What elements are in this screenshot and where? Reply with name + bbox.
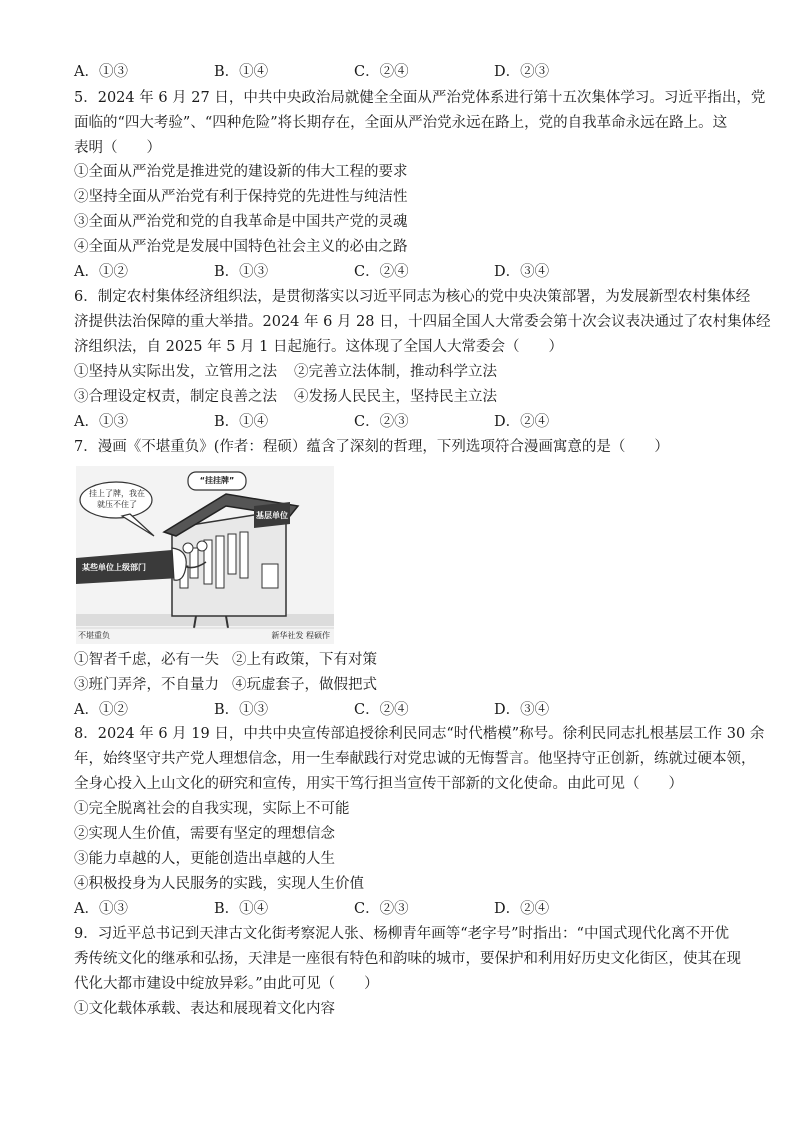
q9-stem-line-2: 秀传统文化的继承和弘扬，天津是一座很有特色和韵味的城市，要保护和利用好历史文化街区，使其在现 — [74, 951, 741, 967]
q6-stem-line-2: 济提供法治保障的重大举措。2024 年 6 月 28 日，十四届全国人大常委会第十次会议表决通过了农村集体经 — [74, 314, 771, 330]
roof-sign-text: “挂挂牌” — [199, 476, 235, 485]
building-label-text: 基层单位 — [256, 511, 288, 520]
q7-option-c[interactable]: C．②④ — [354, 702, 409, 718]
building-window — [262, 564, 278, 588]
speech-bubble-text: 挂上了牌，我在就压不住了 — [89, 489, 145, 509]
q8-option-a[interactable]: A．①③ — [74, 901, 128, 917]
q6-statement-2: ②完善立法体制，推动科学立法 — [294, 364, 497, 380]
q5-option-a[interactable]: A．①② — [74, 264, 128, 280]
q8-statement-3: ③能力卓越的人，更能创造出卓越的人生 — [74, 851, 335, 867]
q6-option-d[interactable]: D．②④ — [494, 414, 550, 430]
q7-option-b[interactable]: B．①③ — [214, 702, 269, 718]
q8-statement-2: ②实现人生价值，需要有坚定的理想信念 — [74, 826, 335, 842]
q7-option-d[interactable]: D．③④ — [494, 702, 550, 718]
q4-option-c[interactable]: C．②④ — [354, 64, 409, 80]
q7-statement-3: ③班门弄斧，不自量力 — [74, 677, 219, 693]
q5-option-b[interactable]: B．①③ — [214, 264, 269, 280]
q9-stem-line-3: 代化大都市建设中绽放异彩。”由此可见（ ） — [74, 976, 379, 992]
q8-option-b[interactable]: B．①④ — [214, 901, 269, 917]
q6-stem-line-3: 济组织法，自 2025 年 5 月 1 日起施行。这体现了全国人大常委会（ ） — [74, 339, 564, 355]
q5-option-c[interactable]: C．②④ — [354, 264, 409, 280]
q8-statement-4: ④积极投身为人民服务的实践，实现人生价值 — [74, 876, 364, 892]
building-eye-right — [197, 541, 207, 551]
q6-statements-row-1 — [74, 362, 734, 382]
q6-option-a[interactable]: A．①③ — [74, 414, 128, 430]
q8-stem-line-3: 全身心投入上山文化的研究和宣传，用实干笃行担当宣传干部新的文化使命。由此可见（ ） — [74, 776, 683, 792]
q8-stem-line-2: 年，始终坚守共产党人理想信念，用一生奉献践行对党忠诚的无悔誓言。他坚持守正创新，练就过硬本领， — [74, 751, 756, 767]
q7-stem-line-1: 7．漫画《不堪重负》(作者：程硕）蕴含了深刻的哲理，下列选项符合漫画寓意的是（ ） — [74, 439, 669, 455]
q8-statement-1: ①完全脱离社会的自我实现，实际上不可能 — [74, 801, 350, 817]
q8-stem-line-1: 8．2024 年 6 月 19 日，中共中央宣传部追授徐利民同志“时代楷模”称号。徐利民同志扎根基层工作 30 余 — [74, 726, 765, 742]
q5-options — [74, 262, 734, 282]
q5-option-d[interactable]: D．③④ — [494, 264, 550, 280]
q4-options — [74, 62, 734, 82]
q4-option-b[interactable]: B．①④ — [214, 64, 269, 80]
q7-option-a[interactable]: A．①② — [74, 702, 128, 718]
q6-statements-row-2 — [74, 387, 734, 407]
building-eye-left — [183, 543, 193, 553]
q7-cartoon — [76, 466, 334, 644]
cartoon-caption-left: 不堪重负 — [78, 631, 110, 640]
q7-statements-row-2 — [74, 675, 734, 695]
q5-stem-line-3: 表明（ ） — [74, 140, 161, 156]
q6-options — [74, 412, 734, 432]
q9-statement-1: ①文化载体承载、表达和展现着文化内容 — [74, 1001, 335, 1017]
q6-option-c[interactable]: C．②③ — [354, 414, 409, 430]
q8-options — [74, 899, 734, 919]
q8-option-d[interactable]: D．②④ — [494, 901, 550, 917]
q4-option-a[interactable]: A．①③ — [74, 64, 128, 80]
q8-option-c[interactable]: C．②③ — [354, 901, 409, 917]
q5-stem-line-2: 面临的“四大考验”、“四种危险”将长期存在，全面从严治党永远在路上，党的自我革命永远在路上。这 — [74, 115, 728, 131]
q7-statement-2: ②上有政策，下有对策 — [232, 652, 377, 668]
cartoon-caption-right: 新华社发 程硕作 — [271, 631, 330, 640]
q5-stem-line-1: 5．2024 年 6 月 27 日，中共中央政治局就健全全面从严治党体系进行第十五次集体学习。习近平指出，党 — [74, 90, 766, 106]
arm-label-text: 某些单位上级部门 — [82, 563, 146, 572]
q4-option-d[interactable]: D．②③ — [494, 64, 550, 80]
q6-statement-4: ④发扬人民民主，坚持民主立法 — [294, 389, 497, 405]
q7-statements-row-1 — [74, 650, 734, 670]
q7-statement-4: ④玩虚套子，做假把式 — [232, 677, 377, 693]
q6-statement-3: ③合理设定权责，制定良善之法 — [74, 389, 277, 405]
q7-options — [74, 700, 734, 720]
q6-statement-1: ①坚持从实际出发，立管用之法 — [74, 364, 277, 380]
q7-statement-1: ①智者千虑，必有一失 — [74, 652, 219, 668]
q6-stem-line-1: 6．制定农村集体经济组织法，是贯彻落实以习近平同志为核心的党中央决策部署，为发展新型农村集体经 — [74, 289, 751, 305]
q9-stem-line-1: 9．习近平总书记到天津古文化街考察泥人张、杨柳青年画等“老字号”时指出：“中国式现代化离不开优 — [74, 926, 729, 942]
q6-option-b[interactable]: B．①④ — [214, 414, 269, 430]
q5-statement-1: ①全面从严治党是推进党的建设新的伟大工程的要求 — [74, 164, 408, 180]
q5-statement-2: ②坚持全面从严治党有利于保持党的先进性与纯洁性 — [74, 189, 408, 205]
q5-statement-4: ④全面从严治党是发展中国特色社会主义的必由之路 — [74, 239, 408, 255]
q5-statement-3: ③全面从严治党和党的自我革命是中国共产党的灵魂 — [74, 214, 408, 230]
